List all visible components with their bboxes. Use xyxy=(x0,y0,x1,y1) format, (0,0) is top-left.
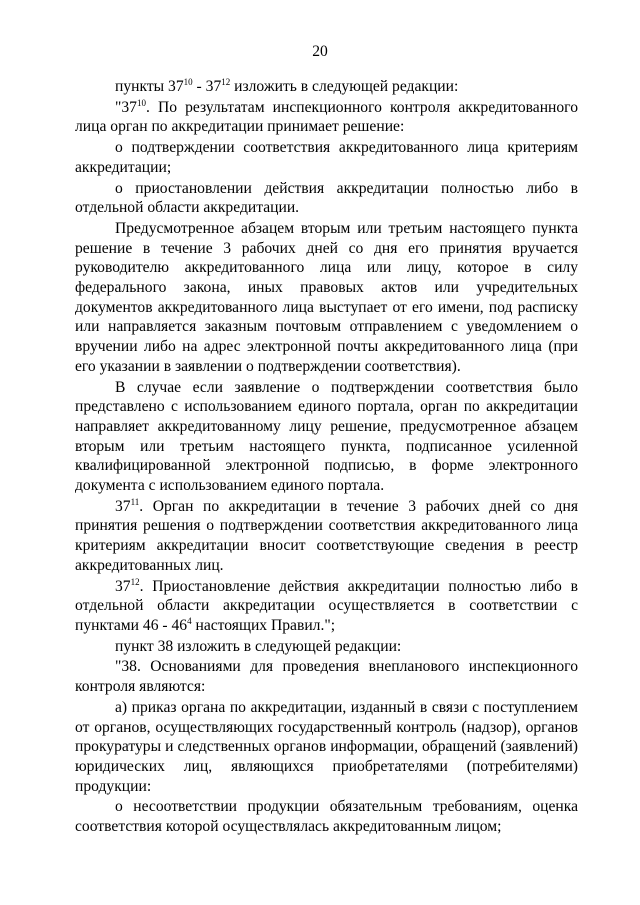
paragraph-p12 xyxy=(75,797,578,836)
text-run: . По результатам инспекционного контроля аккредитованного лица орган по аккредитации принимает решение: xyxy=(75,98,578,136)
paragraph-p07 xyxy=(75,497,578,576)
superscript-index: 10 xyxy=(136,97,146,108)
document-body xyxy=(75,77,578,837)
text-run: . Орган по аккредитации в течение 3 рабочих дней со дня принятия решения о подтверждении соответствия аккредитованного лица критериям аккредитации вносит соответствующие сведения в реестр аккредитованных лиц. xyxy=(75,497,578,574)
paragraph-p06 xyxy=(75,378,578,496)
text-run: Предусмотренное абзацем вторым или третьим настоящего пункта решение в течение 3 рабочих дней со дня его принятия вручается руководителю аккредитованного лица или лицу, которое в силу федерального закона, иных правовых актов или учредительных документов аккредитованного лица выступает от его имени, под расписку или направляется заказным почтовым отправлением с уведомлением о вручении либо на адрес электронной почты аккредитованного лица (при его указании в заявлении о подтверждении соответствия). xyxy=(75,219,578,375)
paragraph-p08 xyxy=(75,577,578,636)
text-run: изложить в следующей редакции: xyxy=(230,78,459,95)
text-run: 37 xyxy=(115,577,131,595)
paragraph-p03 xyxy=(75,138,578,177)
superscript-index: 12 xyxy=(221,77,231,87)
paragraph-p02 xyxy=(75,98,578,137)
text-run: 37 xyxy=(115,497,131,515)
text-run: пункты 37 xyxy=(115,78,184,95)
text-run: В случае если заявление о подтверждении соответствия было представлено с использованием единого портала, орган по аккредитации направляет аккредитованному лицу решение, предусмотренное абзацем вторым или третьим настоящего пункта, подписанное усиленной квалифицированной электронной подписью, в форме электронного документа с использованием единого портала. xyxy=(75,378,578,495)
text-run: пункт 38 изложить в следующей редакции: xyxy=(115,637,402,655)
superscript-index: 4 xyxy=(187,615,192,626)
paragraph-p11 xyxy=(75,698,578,797)
superscript-index: 11 xyxy=(130,496,140,507)
text-run: "38. Основаниями для проведения внепланового инспекционного контроля являются: xyxy=(75,658,578,696)
paragraph-p04 xyxy=(75,179,578,218)
text-run: "37 xyxy=(115,98,137,116)
text-run: о несоответствии продукции обязательным требованиям, оценка соответствия которой осуществлялась аккредитованным лицом; xyxy=(75,798,578,836)
text-run: - 37 xyxy=(192,78,222,95)
text-run: о подтверждении соответствия аккредитованного лица критериям аккредитации; xyxy=(75,139,578,176)
paragraph-p10 xyxy=(75,657,578,696)
text-run: о приостановлении действия аккредитации полностью либо в отдельной области аккредитации. xyxy=(75,179,578,217)
text-run: а) приказ органа по аккредитации, изданный в связи с поступлением от органов, осуществляющих государственный контроль (надзор), органов прокуратуры и следственных органов информации, обращений (заявлений) юридических лиц, являющихся приобретателями (потребителями) продукции: xyxy=(75,698,578,795)
text-run: . Приостановление действия аккредитации полностью либо в отдельной области аккредитации осуществляется в соответствии с пунктами 46 - 46 xyxy=(75,577,578,634)
paragraph-p05 xyxy=(75,219,578,377)
superscript-index: 10 xyxy=(183,77,193,87)
page-number: 20 xyxy=(312,43,328,60)
paragraph-p01 xyxy=(75,77,578,97)
superscript-index: 12 xyxy=(130,576,140,587)
text-run: настоящих Правил."; xyxy=(191,616,336,634)
paragraph-p09 xyxy=(75,637,578,657)
